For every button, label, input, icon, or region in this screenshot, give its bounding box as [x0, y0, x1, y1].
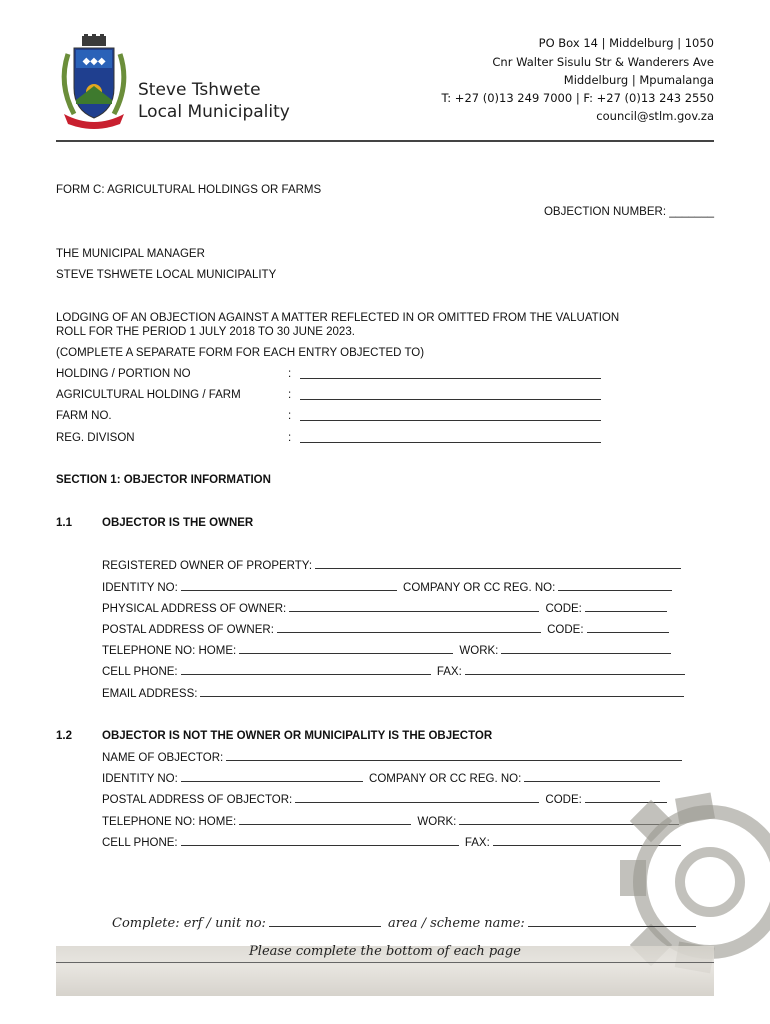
- postal-address-input[interactable]: [295, 792, 539, 803]
- identity-input[interactable]: [181, 771, 363, 782]
- company-reg-label: COMPANY OR CC REG. NO:: [369, 773, 522, 785]
- fax-label: FAX:: [436, 666, 462, 678]
- fax-input[interactable]: [465, 664, 685, 675]
- field-label-holding: HOLDING / PORTION NO: [56, 368, 191, 380]
- objector-name-input[interactable]: [226, 750, 682, 761]
- intro-text: ROLL FOR THE PERIOD 1 JULY 2018 TO 30 JUNE 2023.: [56, 326, 355, 338]
- address-line: Cnr Walter Sisulu Str & Wanderers Ave: [492, 55, 714, 69]
- cell-input[interactable]: [181, 664, 431, 675]
- svg-text:◆◆◆: ◆◆◆: [82, 56, 106, 67]
- cell-input[interactable]: [181, 835, 459, 846]
- municipal-seal-icon: [54, 34, 134, 130]
- company-reg-label: COMPANY OR CC REG. NO:: [403, 582, 556, 594]
- owner-row: [102, 643, 674, 658]
- postal-address-label: POSTAL ADDRESS OF OWNER:: [102, 624, 274, 636]
- registered-owner-input[interactable]: [315, 558, 681, 569]
- identity-label: IDENTITY NO:: [102, 773, 178, 785]
- field-colon: :: [288, 410, 292, 422]
- subsection-number: 1.2: [56, 730, 72, 742]
- field-colon: :: [288, 368, 292, 380]
- objector-row: [102, 771, 663, 786]
- address-line: PO Box 14 | Middelburg | 1050: [538, 36, 714, 50]
- identity-label: IDENTITY NO:: [102, 582, 178, 594]
- objection-number[interactable]: OBJECTION NUMBER: _______: [543, 206, 714, 218]
- contact-phones: T: +27 (0)13 249 7000 | F: +27 (0)13 243 2550: [441, 91, 714, 105]
- owner-row: [102, 558, 684, 573]
- physical-code-input[interactable]: [585, 601, 667, 612]
- intro-text: LODGING OF AN OBJECTION AGAINST A MATTER REFLECTED IN OR OMITTED FROM THE VALUATION: [56, 312, 620, 324]
- address-line: Middelburg | Mpumalanga: [563, 73, 714, 87]
- objector-row: [102, 814, 682, 829]
- tel-home-input[interactable]: [239, 814, 411, 825]
- addressee-line: THE MUNICIPAL MANAGER: [56, 248, 205, 260]
- owner-row: [102, 622, 672, 637]
- brand-name-line1: Steve Tshwete: [138, 80, 261, 100]
- owner-row: [102, 580, 675, 595]
- agri-holding-input-line[interactable]: [300, 399, 601, 400]
- company-reg-input[interactable]: [558, 580, 672, 591]
- reg-division-input-line[interactable]: [300, 442, 601, 443]
- objector-row: [102, 835, 684, 850]
- physical-address-label: PHYSICAL ADDRESS OF OWNER:: [102, 603, 287, 615]
- email-label: EMAIL ADDRESS:: [102, 688, 198, 700]
- owner-row: [102, 686, 687, 701]
- area-scheme-input[interactable]: [528, 914, 696, 927]
- tel-home-label: TELEPHONE NO: HOME:: [102, 816, 237, 828]
- farm-no-input-line[interactable]: [300, 420, 601, 421]
- code-label: CODE:: [547, 624, 584, 636]
- field-label-farm-no: FARM NO.: [56, 410, 112, 422]
- header-divider: [56, 140, 714, 142]
- owner-row: [102, 664, 688, 679]
- field-label-reg-division: REG. DIVISON: [56, 432, 135, 444]
- objector-row: [102, 792, 670, 807]
- form-title: FORM C: AGRICULTURAL HOLDINGS OR FARMS: [56, 184, 322, 196]
- subsection-number: 1.1: [56, 517, 72, 529]
- tel-work-label: WORK:: [417, 816, 457, 828]
- field-colon: :: [288, 432, 292, 444]
- addressee-line: STEVE TSHWETE LOCAL MUNICIPALITY: [56, 269, 277, 281]
- code-label: CODE:: [545, 603, 582, 615]
- code-label: CODE:: [545, 794, 582, 806]
- intro-instruction: (COMPLETE A SEPARATE FORM FOR EACH ENTRY OBJECTED TO): [56, 347, 425, 359]
- cell-label: CELL PHONE:: [102, 666, 178, 678]
- identity-input[interactable]: [181, 580, 397, 591]
- footer-divider: [56, 962, 714, 963]
- objector-name-label: NAME OF OBJECTOR:: [102, 752, 224, 764]
- owner-row: [102, 601, 670, 616]
- registered-owner-label: REGISTERED OWNER OF PROPERTY:: [102, 560, 313, 572]
- tel-home-input[interactable]: [239, 643, 453, 654]
- field-label-agri-holding: AGRICULTURAL HOLDING / FARM: [56, 389, 241, 401]
- field-colon: :: [288, 389, 292, 401]
- cell-label: CELL PHONE:: [102, 837, 178, 849]
- subsection-title: OBJECTOR IS THE OWNER: [102, 517, 254, 529]
- postal-code-input[interactable]: [587, 622, 669, 633]
- brand-name-line2: Local Municipality: [138, 102, 290, 122]
- section-heading: SECTION 1: OBJECTOR INFORMATION: [56, 474, 271, 486]
- tel-work-input[interactable]: [501, 643, 671, 654]
- erf-unit-input[interactable]: [269, 914, 381, 927]
- tel-home-label: TELEPHONE NO: HOME:: [102, 645, 237, 657]
- objector-row: [102, 750, 685, 765]
- footer-complete-row: [112, 914, 699, 931]
- postal-address-input[interactable]: [277, 622, 541, 633]
- fax-label: FAX:: [464, 837, 490, 849]
- contact-email[interactable]: council@stlm.gov.za: [596, 109, 714, 123]
- postal-address-label: POSTAL ADDRESS OF OBJECTOR:: [102, 794, 293, 806]
- holding-input-line[interactable]: [300, 378, 601, 379]
- email-input[interactable]: [200, 686, 684, 697]
- footer-note: Please complete the bottom of each page: [249, 944, 521, 959]
- subsection-title: OBJECTOR IS NOT THE OWNER OR MUNICIPALITY IS THE OBJECTOR: [102, 730, 493, 742]
- erf-unit-label: Complete: erf / unit no:: [112, 916, 266, 931]
- area-scheme-label: area / scheme name:: [388, 916, 525, 931]
- tel-work-label: WORK:: [459, 645, 499, 657]
- physical-address-input[interactable]: [289, 601, 539, 612]
